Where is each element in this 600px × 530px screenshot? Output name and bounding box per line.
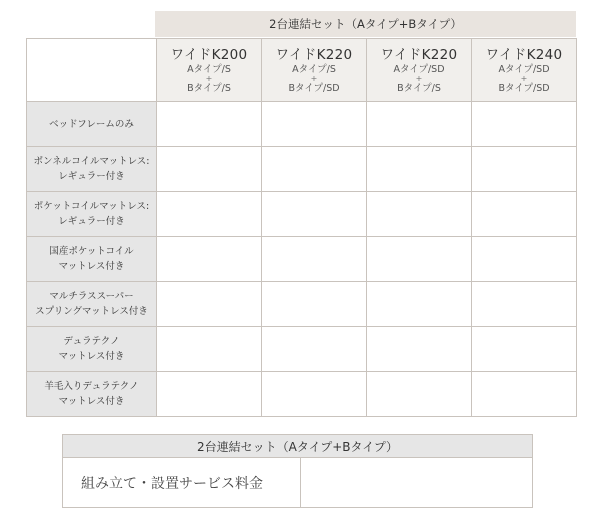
row-label xyxy=(27,237,157,282)
column-a-type: Aタイプ/S xyxy=(292,63,336,75)
table-row xyxy=(27,192,577,237)
row-label-line: レギュラー付き xyxy=(58,216,125,227)
column-plus: + xyxy=(310,73,318,83)
price-cell xyxy=(367,282,472,327)
column-header xyxy=(472,39,577,102)
price-cell xyxy=(472,102,577,147)
column-plus: + xyxy=(520,73,528,83)
column-header xyxy=(367,39,472,102)
table-row xyxy=(27,372,577,417)
price-cell xyxy=(472,147,577,192)
column-name: ワイドK220 xyxy=(275,46,353,63)
row-label-line: マットレス付き xyxy=(58,396,125,407)
row-label-line: ベッドフレームのみ xyxy=(49,118,134,130)
column-a-type: Aタイプ/SD xyxy=(393,63,445,75)
price-cell xyxy=(367,102,472,147)
row-label xyxy=(27,372,157,417)
table-row xyxy=(27,147,577,192)
column-name: ワイドK200 xyxy=(170,46,248,63)
price-cell xyxy=(367,192,472,237)
row-label-line: 羊毛入りデュラテクノ xyxy=(44,381,139,392)
row-label-line: マットレス付き xyxy=(58,261,125,272)
price-cell xyxy=(157,192,262,237)
price-cell xyxy=(157,102,262,147)
price-cell xyxy=(262,147,367,192)
row-label-line: スプリングマットレス付き xyxy=(35,306,148,317)
row-label xyxy=(27,147,157,192)
price-cell xyxy=(367,327,472,372)
column-header xyxy=(157,39,262,102)
column-header xyxy=(262,39,367,102)
set-header: 2台連結セット（Aタイプ+Bタイプ） xyxy=(155,11,576,37)
column-b-type: Bタイプ/S xyxy=(187,82,231,94)
table-header-row xyxy=(27,39,577,102)
price-cell xyxy=(262,192,367,237)
price-cell xyxy=(157,372,262,417)
corner-cell xyxy=(27,39,157,102)
price-cell xyxy=(262,372,367,417)
table-row xyxy=(27,327,577,372)
price-cell xyxy=(262,327,367,372)
row-label xyxy=(27,327,157,372)
column-plus: + xyxy=(205,73,213,83)
column-name: ワイドK240 xyxy=(485,46,563,63)
column-plus: + xyxy=(415,73,423,83)
row-label-line: ポケットコイルマットレス: xyxy=(33,201,150,212)
column-b-type: Bタイプ/SD xyxy=(288,82,340,94)
price-cell xyxy=(157,327,262,372)
assembly-service-table xyxy=(62,434,533,509)
column-a-type: Aタイプ/SD xyxy=(498,63,550,75)
row-label-line: マルチラススーパー xyxy=(49,291,134,302)
column-b-type: Bタイプ/SD xyxy=(498,82,550,94)
assembly-service-price xyxy=(301,458,532,507)
price-cell xyxy=(157,147,262,192)
column-b-type: Bタイプ/S xyxy=(397,82,441,94)
row-label xyxy=(27,102,157,147)
price-cell xyxy=(262,282,367,327)
row-label xyxy=(27,282,157,327)
table-row xyxy=(27,237,577,282)
price-cell xyxy=(262,237,367,282)
table-row xyxy=(27,282,577,327)
price-cell xyxy=(472,327,577,372)
assembly-service-label: 組み立て・設置サービス料金 xyxy=(63,458,301,507)
row-label-line: マットレス付き xyxy=(58,351,125,362)
row-label-line: 国産ポケットコイル xyxy=(49,246,134,257)
column-a-type: Aタイプ/S xyxy=(187,63,231,75)
price-cell xyxy=(472,372,577,417)
row-label-line: デュラテクノ xyxy=(63,336,120,347)
price-cell xyxy=(472,282,577,327)
assembly-row xyxy=(62,458,533,508)
price-table xyxy=(26,38,577,417)
price-cell xyxy=(367,237,472,282)
price-cell xyxy=(262,102,367,147)
table-row xyxy=(27,102,577,147)
price-cell xyxy=(157,237,262,282)
assembly-header: 2台連結セット（Aタイプ+Bタイプ） xyxy=(62,434,533,458)
price-cell xyxy=(472,237,577,282)
price-cell xyxy=(157,282,262,327)
row-label-line: レギュラー付き xyxy=(58,171,125,182)
column-name: ワイドK220 xyxy=(380,46,458,63)
price-cell xyxy=(367,372,472,417)
row-label xyxy=(27,192,157,237)
row-label-line: ボンネルコイルマットレス: xyxy=(33,156,150,167)
price-cell xyxy=(472,192,577,237)
price-cell xyxy=(367,147,472,192)
